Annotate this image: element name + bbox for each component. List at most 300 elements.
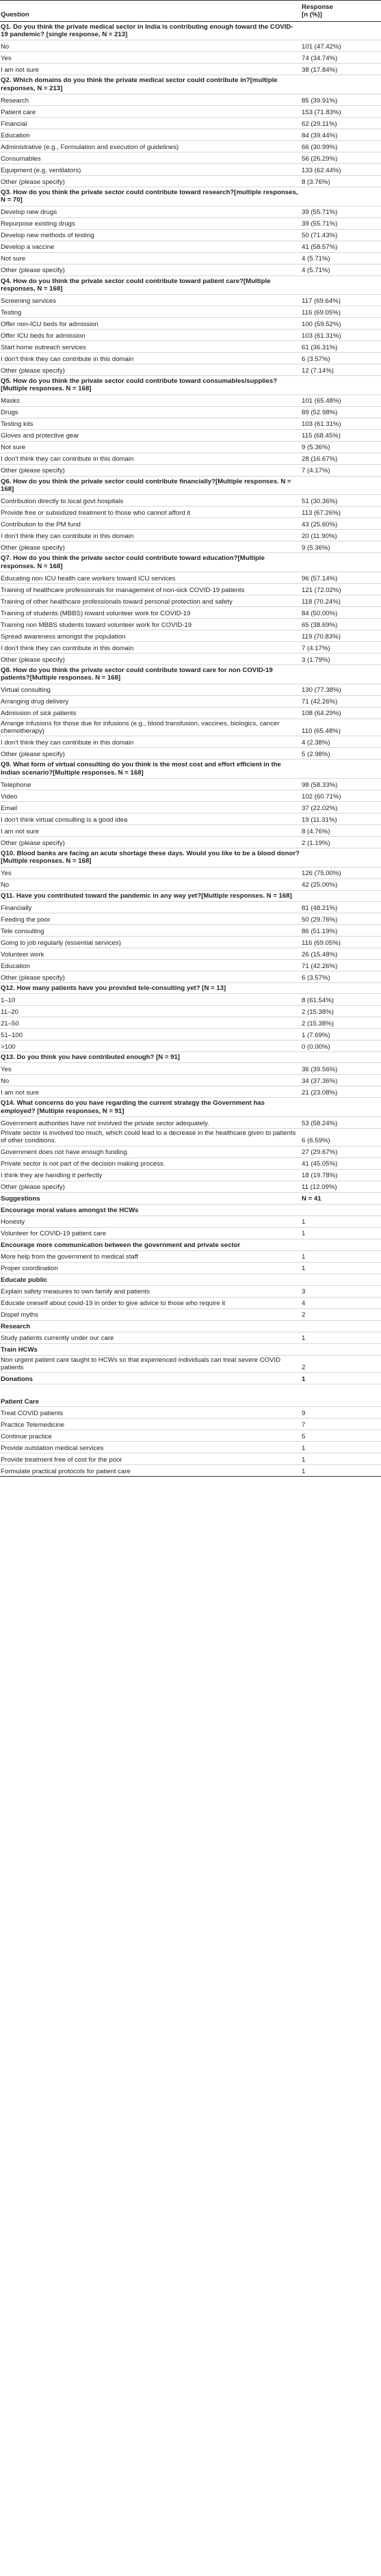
response-count: 116 (69.05%) [301, 936, 381, 948]
response-count: 20 (11.90%) [301, 530, 381, 541]
category-row [0, 1343, 381, 1355]
category-value [301, 760, 381, 779]
response-count: 27 (29.67%) [301, 1146, 381, 1157]
response-option: No [0, 878, 301, 890]
response-option: Telephone [0, 778, 301, 790]
response-option: Admission of sick patients [0, 707, 301, 719]
response-option: Practice Telemedicine [0, 1419, 301, 1430]
category-value [301, 982, 381, 993]
response-option: I am not sure [0, 824, 301, 836]
category-value [301, 1395, 381, 1407]
response-option: Provide outstation medical services [0, 1442, 301, 1453]
spacer-cell [301, 1384, 381, 1396]
response-row [0, 64, 381, 75]
question-text: Q13. Do you think you have contributed enough? [N = 91] [0, 1052, 301, 1063]
response-option: I don't think they can contribute in this domain [0, 642, 301, 654]
response-count: 7 (4.17%) [301, 464, 381, 476]
spacer-cell [0, 1384, 301, 1396]
response-count: 6 (6.59%) [301, 1129, 381, 1146]
category-value [301, 1343, 381, 1355]
response-option: I don't think they can contribute in this domain [0, 353, 301, 364]
category-label: Educate public [0, 1274, 301, 1285]
response-row [0, 1250, 381, 1262]
response-option: Start home outreach services [0, 341, 301, 353]
response-row [0, 541, 381, 553]
response-row [0, 429, 381, 441]
response-count: 43 (25.60%) [301, 518, 381, 530]
question-row [0, 187, 381, 206]
response-count: 84 (50.00%) [301, 607, 381, 619]
response-row [0, 140, 381, 152]
response-count: 3 (1.79%) [301, 654, 381, 665]
response-count: 121 (72.02%) [301, 584, 381, 595]
response-row [0, 94, 381, 105]
response-option: Continue practice [0, 1430, 301, 1442]
response-option: Arrange infusions for those due for infusions (e.g., blood transfusion, vaccines, biologics, cancer chemotherapy) [0, 719, 301, 736]
response-count: 103 (61.31%) [301, 418, 381, 429]
response-count: 126 (75.00%) [301, 867, 381, 878]
question-row [0, 75, 381, 94]
response-option: Treat COVID patients [0, 1407, 301, 1419]
response-row [0, 1465, 381, 1477]
category-value [301, 848, 381, 867]
response-option: Administrative (e.g., Formulation and execution of guidelines) [0, 140, 301, 152]
response-option: 51–100 [0, 1029, 301, 1041]
question-row [0, 21, 381, 40]
response-count: 71 (42.26%) [301, 959, 381, 971]
response-option: Government authorities have not involved the private sector adequately. [0, 1117, 301, 1129]
category-value [301, 1098, 381, 1117]
response-row [0, 572, 381, 584]
response-option: Consumables [0, 152, 301, 163]
response-row [0, 217, 381, 229]
response-header-line1: Response [302, 3, 333, 11]
response-option: Screening services [0, 295, 301, 306]
response-option: Study patients currently under our care [0, 1332, 301, 1343]
response-option: Going to job regularly (essential services) [0, 936, 301, 948]
response-option: Contribution to the PM fund [0, 518, 301, 530]
response-row [0, 1332, 381, 1343]
response-count: 100 (59.52%) [301, 318, 381, 330]
category-value [301, 187, 381, 206]
response-row [0, 1075, 381, 1086]
response-count: 26 (15.48%) [301, 948, 381, 959]
response-count: 2 [301, 1309, 381, 1320]
response-option: Gloves and protective gear [0, 429, 301, 441]
response-row [0, 1297, 381, 1309]
response-count: 7 [301, 1419, 381, 1430]
response-option: Honesty [0, 1216, 301, 1227]
response-column-header [301, 1, 381, 22]
response-row [0, 1029, 381, 1041]
response-option: Equipment (e.g. ventilators) [0, 163, 301, 175]
response-count: 86 (51.19%) [301, 924, 381, 936]
response-row [0, 1117, 381, 1129]
question-row [0, 848, 381, 867]
response-option: Arranging drug delivery [0, 695, 301, 707]
response-count: 4 [301, 1297, 381, 1309]
response-option: Training non MBBS students toward volunteer work for COVID-19 [0, 619, 301, 630]
response-row [0, 406, 381, 418]
response-count: 41 (58.57%) [301, 241, 381, 252]
category-label: Patient Care [0, 1395, 301, 1407]
response-row [0, 1442, 381, 1453]
response-count: 62 (29.11%) [301, 117, 381, 129]
response-option: Formulate practical protocols for patient care [0, 1465, 301, 1477]
question-text: Q3. How do you think the private sector could contribute toward research?[multiple responses, N = 70] [0, 187, 301, 206]
response-row [0, 1355, 381, 1373]
response-row [0, 330, 381, 341]
response-option: Educating non ICU health care workers toward ICU services [0, 572, 301, 584]
response-row [0, 241, 381, 252]
response-count: 9 [301, 1407, 381, 1419]
question-row [0, 982, 381, 993]
category-value [301, 1239, 381, 1250]
response-option: Contribution directly to local govt hospitals [0, 495, 301, 507]
response-option: Other (please specify) [0, 264, 301, 276]
response-option: I don't think they can contribute in this domain [0, 453, 301, 464]
response-row [0, 418, 381, 429]
response-row [0, 364, 381, 376]
response-count: 110 (65.48%) [301, 719, 381, 736]
response-row [0, 607, 381, 619]
response-count: 4 (5.71%) [301, 264, 381, 276]
suggestions-n: N = 41 [301, 1192, 381, 1204]
category-row [0, 1373, 381, 1384]
response-option: 1–10 [0, 994, 301, 1006]
response-row [0, 530, 381, 541]
response-row [0, 175, 381, 187]
suggestions-label: Suggestions [0, 1192, 301, 1204]
response-option: Provide free or subsidized treatment to those who cannot afford it [0, 507, 301, 518]
response-option: Dispel myths [0, 1309, 301, 1320]
spacer-row [0, 1384, 381, 1396]
question-row [0, 665, 381, 684]
response-row [0, 264, 381, 276]
response-option: Testing [0, 306, 301, 318]
response-row [0, 507, 381, 518]
response-row [0, 52, 381, 64]
response-row [0, 1017, 381, 1029]
response-count: 41 (45.05%) [301, 1157, 381, 1169]
response-count: 1 [301, 1250, 381, 1262]
response-count: 115 (68.45%) [301, 429, 381, 441]
response-row [0, 1041, 381, 1052]
response-count: 50 (71.43%) [301, 229, 381, 241]
response-row [0, 913, 381, 924]
response-count: 28 (16.67%) [301, 453, 381, 464]
category-label: Train HCWs [0, 1343, 301, 1355]
response-option: Email [0, 801, 301, 813]
response-header-line2: [n (%)] [302, 11, 322, 19]
response-option: Explain safety measures to own family and patients [0, 1285, 301, 1297]
category-value [301, 890, 381, 901]
response-option: Non urgent patient care taught to HCWs so that experienced individuals can treat severe COVID patients [0, 1355, 301, 1373]
response-row [0, 229, 381, 241]
response-option: Tele consulting [0, 924, 301, 936]
response-row [0, 1006, 381, 1017]
response-row [0, 518, 381, 530]
category-value [301, 276, 381, 295]
response-option: Research [0, 94, 301, 105]
response-row [0, 129, 381, 140]
response-row [0, 719, 381, 736]
response-row [0, 948, 381, 959]
response-option: Yes [0, 1063, 301, 1075]
category-label: Donations [0, 1373, 301, 1384]
response-row [0, 595, 381, 607]
response-count: 21 (23.08%) [301, 1086, 381, 1098]
response-row [0, 117, 381, 129]
response-row [0, 736, 381, 748]
response-option: Education [0, 959, 301, 971]
response-count: 3 [301, 1285, 381, 1297]
response-row [0, 163, 381, 175]
response-row [0, 630, 381, 642]
response-option: Other (please specify) [0, 1181, 301, 1192]
response-option: Other (please specify) [0, 654, 301, 665]
response-option: I don't think they can contribute in this domain [0, 530, 301, 541]
response-count: 42 (25.00%) [301, 878, 381, 890]
response-row [0, 707, 381, 719]
response-row [0, 341, 381, 353]
category-label: Encourage moral values amongst the HCWs [0, 1204, 301, 1216]
response-row [0, 1157, 381, 1169]
response-option: More help from the government to medical staff [0, 1250, 301, 1262]
response-option: Training of healthcare professionals for management of non-sick COVID-19 patients [0, 584, 301, 595]
response-count: 18 (19.78%) [301, 1169, 381, 1181]
response-count: 130 (77.38%) [301, 684, 381, 695]
response-row [0, 1430, 381, 1442]
category-value [301, 1274, 381, 1285]
response-count: 119 (70.83%) [301, 630, 381, 642]
response-count: 1 (7.69%) [301, 1029, 381, 1041]
response-row [0, 464, 381, 476]
response-option: Other (please specify) [0, 748, 301, 760]
question-column-header: Question [0, 1, 301, 22]
response-count: 101 (65.48%) [301, 394, 381, 406]
response-count: 5 [301, 1430, 381, 1442]
response-count: 153 (71.83%) [301, 105, 381, 117]
category-value [301, 476, 381, 495]
question-row [0, 1098, 381, 1117]
response-row [0, 1129, 381, 1146]
response-option: I think they are handling it perfectly [0, 1169, 301, 1181]
response-row [0, 619, 381, 630]
question-text: Q8. How do you think the private sector could contribute toward care for non COVID-19 patients?[Multiple responses. N = 168] [0, 665, 301, 684]
question-row [0, 760, 381, 779]
response-row [0, 778, 381, 790]
response-count: 2 [301, 1355, 381, 1373]
response-option: Volunteer work [0, 948, 301, 959]
response-count: 9 (5.36%) [301, 541, 381, 553]
response-option: Repurpose existing drugs [0, 217, 301, 229]
response-row [0, 654, 381, 665]
response-count: 36 (39.56%) [301, 1063, 381, 1075]
response-count: 108 (64.29%) [301, 707, 381, 719]
response-option: No [0, 1075, 301, 1086]
response-option: Feeding the poor [0, 913, 301, 924]
response-count: 117 (69.64%) [301, 295, 381, 306]
response-count: 2 (15.38%) [301, 1017, 381, 1029]
response-count: 56 (26.29%) [301, 152, 381, 163]
response-option: Private sector is involved too much, which could lead to a decrease in the healthcare given to patients of other conditions. [0, 1129, 301, 1146]
response-row [0, 1169, 381, 1181]
response-option: Develop a vaccine [0, 241, 301, 252]
response-row [0, 495, 381, 507]
response-option: I don't think they can contribute in this domain [0, 736, 301, 748]
response-count: 102 (60.71%) [301, 790, 381, 801]
response-option: Virtual consulting [0, 684, 301, 695]
response-row [0, 353, 381, 364]
response-option: Education [0, 129, 301, 140]
response-option: Volunteer for COVID-19 patient care [0, 1227, 301, 1239]
response-count: 116 (69.05%) [301, 306, 381, 318]
response-option: Offer non-ICU beds for admission [0, 318, 301, 330]
response-count: 6 (3.57%) [301, 971, 381, 982]
response-count: 34 (37.36%) [301, 1075, 381, 1086]
response-option: I am not sure [0, 1086, 301, 1098]
response-count: 8 (3.76%) [301, 175, 381, 187]
response-count: 11 (12.09%) [301, 1181, 381, 1192]
response-count: 12 (7.14%) [301, 364, 381, 376]
response-count: 2 (15.38%) [301, 1006, 381, 1017]
category-label: Research [0, 1320, 301, 1332]
response-option: Other (please specify) [0, 836, 301, 848]
question-text: Q9. What form of virtual consulting do you think is the most cost and effort efficient in the Indian scenario?[Multiple responses. N = 168] [0, 760, 301, 779]
response-row [0, 453, 381, 464]
response-row [0, 824, 381, 836]
response-row [0, 901, 381, 913]
table-body [0, 21, 381, 1477]
response-row [0, 1063, 381, 1075]
response-option: Other (please specify) [0, 541, 301, 553]
response-count: 37 (22.02%) [301, 801, 381, 813]
response-row [0, 971, 381, 982]
response-option: Develop new drugs [0, 206, 301, 217]
response-option: Develop new methods of testing [0, 229, 301, 241]
category-value [301, 1320, 381, 1332]
question-text: Q10. Blood banks are facing an acute shortage these days. Would you like to be a blood donor?[Multiple responses. N = 168] [0, 848, 301, 867]
response-count: 1 [301, 1332, 381, 1343]
response-count: 133 (62.44%) [301, 163, 381, 175]
response-count: 71 (42.26%) [301, 695, 381, 707]
response-row [0, 836, 381, 848]
response-count: 1 [301, 1465, 381, 1477]
response-row [0, 867, 381, 878]
question-text: Q5. How do you think the private sector could contribute toward consumables/supplies? [Multiple responses. N = 168] [0, 376, 301, 395]
response-option: Proper coordination [0, 1262, 301, 1274]
category-row [0, 1320, 381, 1332]
category-value: 1 [301, 1373, 381, 1384]
response-row [0, 994, 381, 1006]
suggestions-header-row [0, 1192, 381, 1204]
response-count: 118 (70.24%) [301, 595, 381, 607]
response-row [0, 1086, 381, 1098]
response-count: 65 (38.69%) [301, 619, 381, 630]
response-option: Spread awareness amongst the population [0, 630, 301, 642]
response-option: Masks [0, 394, 301, 406]
question-row [0, 553, 381, 572]
category-value [301, 21, 381, 40]
response-count: 4 (2.38%) [301, 736, 381, 748]
question-row [0, 1052, 381, 1063]
response-row [0, 1453, 381, 1465]
response-row [0, 1146, 381, 1157]
response-row [0, 813, 381, 824]
response-count: 1 [301, 1262, 381, 1274]
response-count: 96 (57.14%) [301, 572, 381, 584]
response-count: 1 [301, 1216, 381, 1227]
response-row [0, 152, 381, 163]
response-row [0, 318, 381, 330]
question-text: Q12. How many patients have you provided tele-consulting yet? [N = 13] [0, 982, 301, 993]
response-row [0, 252, 381, 264]
response-count: 5 (2.98%) [301, 748, 381, 760]
response-option: 11–20 [0, 1006, 301, 1017]
response-row [0, 959, 381, 971]
category-value [301, 75, 381, 94]
response-row [0, 695, 381, 707]
question-row [0, 376, 381, 395]
response-row [0, 878, 381, 890]
response-row [0, 306, 381, 318]
question-text: Q14. What concerns do you have regarding the current strategy the Government has employed? [Multiple responses, N = 91] [0, 1098, 301, 1117]
response-option: Other (please specify) [0, 175, 301, 187]
response-row [0, 1216, 381, 1227]
response-count: 74 (34.74%) [301, 52, 381, 64]
question-text: Q6. How do you think the private sector could contribute financially?[Multiple responses. N = 168] [0, 476, 301, 495]
response-option: Government does not have enough funding. [0, 1146, 301, 1157]
response-row [0, 801, 381, 813]
response-option: Other (please specify) [0, 364, 301, 376]
question-text: Q4. How do you think the private sector could contribute toward patient care?[Multiple responses, N = 168] [0, 276, 301, 295]
response-option: Other (please specify) [0, 464, 301, 476]
response-row [0, 105, 381, 117]
response-row [0, 1285, 381, 1297]
response-count: 9 (5.36%) [301, 441, 381, 453]
response-count: 8 (61.54%) [301, 994, 381, 1006]
response-count: 1 [301, 1442, 381, 1453]
response-count: 98 (58.33%) [301, 778, 381, 790]
response-option: Private sector is not part of the decision making process. [0, 1157, 301, 1169]
response-count: 19 (11.31%) [301, 813, 381, 824]
response-row [0, 748, 381, 760]
response-row [0, 1262, 381, 1274]
response-option: I am not sure [0, 64, 301, 75]
response-row [0, 1309, 381, 1320]
response-row [0, 924, 381, 936]
category-value [301, 1204, 381, 1216]
category-row [0, 1204, 381, 1216]
response-count: 39 (55.71%) [301, 217, 381, 229]
question-row [0, 276, 381, 295]
response-count: 2 (1.19%) [301, 836, 381, 848]
category-row [0, 1239, 381, 1250]
response-option: Educate oneself about covid-19 in order to give advice to those who require it [0, 1297, 301, 1309]
response-count: 4 (5.71%) [301, 252, 381, 264]
response-row [0, 295, 381, 306]
response-count: 101 (47.42%) [301, 40, 381, 52]
response-option: Yes [0, 867, 301, 878]
response-option: Training of students (MBBS) toward volunteer work for COVID-19 [0, 607, 301, 619]
response-option: Not sure [0, 252, 301, 264]
response-option: Training of other healthcare professionals toward personal protection and safety [0, 595, 301, 607]
response-count: 1 [301, 1453, 381, 1465]
response-option: Financial [0, 117, 301, 129]
response-count: 0 (0.00%) [301, 1041, 381, 1052]
category-row [0, 1395, 381, 1407]
